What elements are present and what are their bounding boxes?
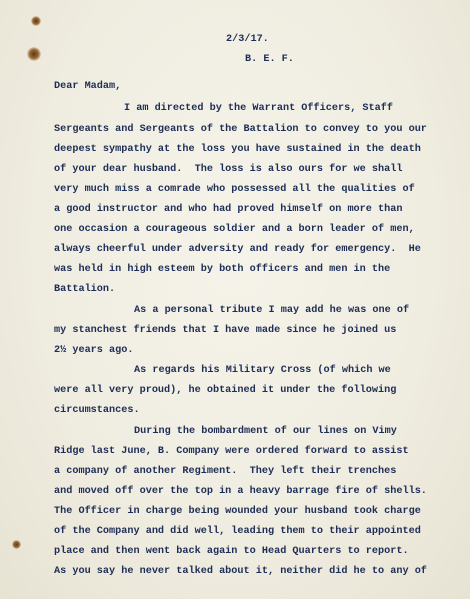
punch-hole bbox=[27, 47, 41, 61]
body-line: a company of another Regiment. They left their trenches bbox=[54, 466, 397, 477]
body-line: of the Company and did well, leading them to their appointed bbox=[54, 526, 421, 537]
letter-origin: B. E. F. bbox=[245, 54, 294, 65]
body-line: During the bombardment of our lines on Vimy bbox=[134, 426, 397, 437]
body-line: I am directed by the Warrant Officers, Staff bbox=[124, 103, 393, 114]
body-line: of your dear husband. The loss is also ours for we shall bbox=[54, 164, 403, 175]
body-line: Ridge last June, B. Company were ordered forward to assist bbox=[54, 446, 409, 457]
body-line: one occasion a courageous soldier and a born leader of men, bbox=[54, 224, 415, 235]
body-line: Sergeants and Sergeants of the Battalion to convey to you our bbox=[54, 124, 427, 135]
body-line: As a personal tribute I may add he was one of bbox=[134, 305, 410, 316]
punch-hole bbox=[12, 540, 21, 549]
body-line: Battalion. bbox=[54, 284, 116, 295]
body-line: a good instructor and who had proved himself on more than bbox=[54, 204, 403, 215]
body-line: and moved off over the top in a heavy barrage fire of shells. bbox=[54, 486, 427, 497]
body-line: The Officer in charge being wounded your husband took charge bbox=[54, 506, 421, 517]
body-line: always cheerful under adversity and ready for emergency. He bbox=[54, 244, 421, 255]
body-line: circumstances. bbox=[54, 405, 140, 416]
body-line: were all very proud), he obtained it under the following bbox=[54, 385, 397, 396]
body-line: As regards his Military Cross (of which we bbox=[134, 365, 391, 376]
body-line: As you say he never talked about it, neither did he to any of bbox=[54, 566, 427, 577]
body-line: my stanchest friends that I have made since he joined us bbox=[54, 325, 397, 336]
body-line: deepest sympathy at the loss you have sustained in the death bbox=[54, 144, 421, 155]
punch-hole bbox=[31, 16, 41, 26]
salutation: Dear Madam, bbox=[54, 81, 122, 92]
body-line: 2½ years ago. bbox=[54, 345, 134, 356]
body-line: place and then went back again to Head Quarters to report. bbox=[54, 546, 409, 557]
body-line: very much miss a comrade who possessed all the qualities of bbox=[54, 184, 415, 195]
body-line: was held in high esteem by both officers and men in the bbox=[54, 264, 391, 275]
letter-date: 2/3/17. bbox=[226, 34, 269, 45]
